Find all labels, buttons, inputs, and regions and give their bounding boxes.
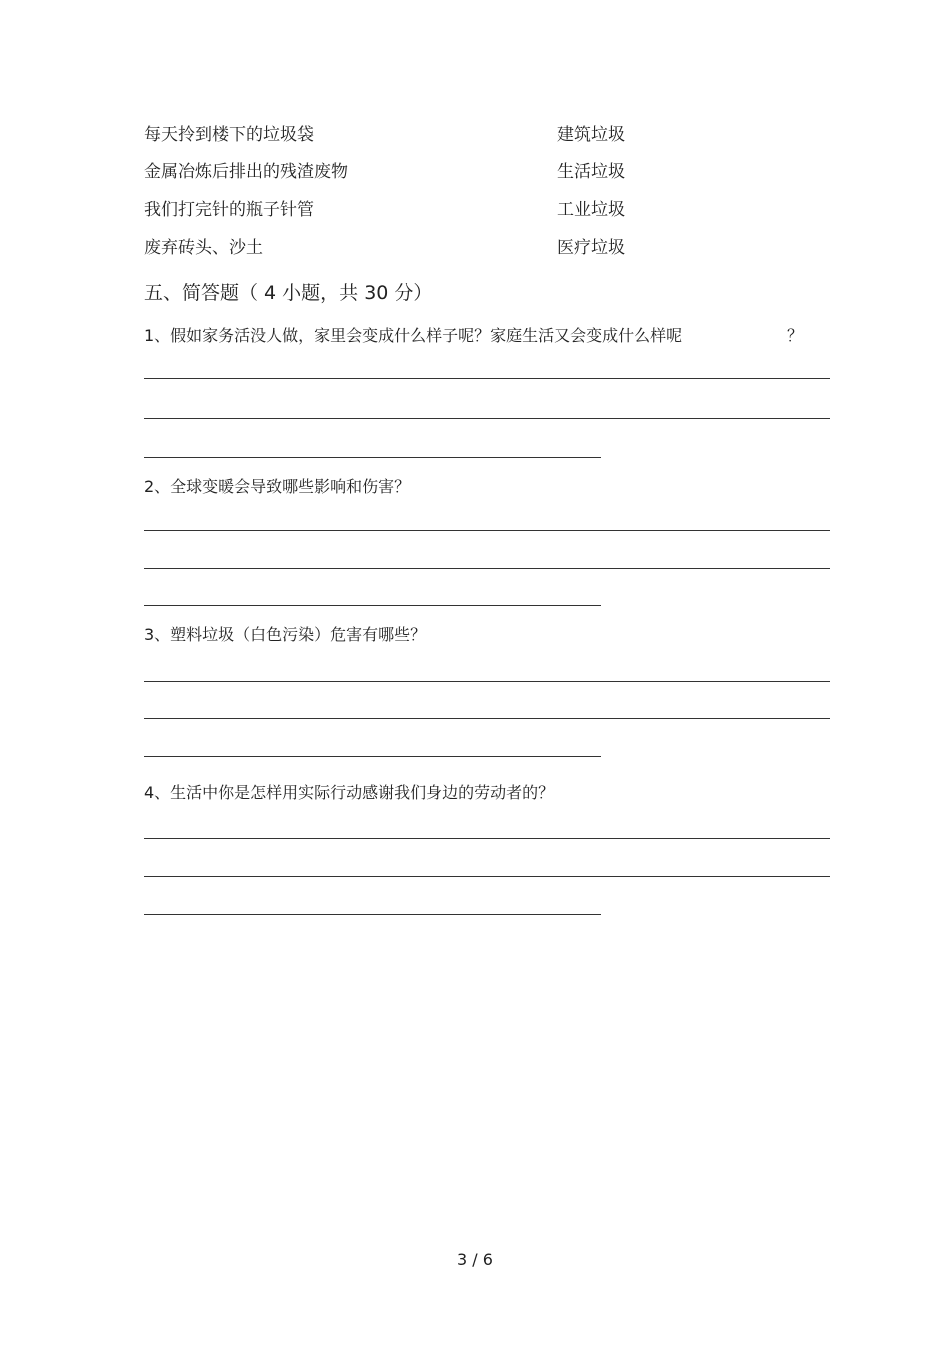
- matching-right-item: 生活垃圾: [557, 162, 625, 182]
- question-text: 1、假如家务活没人做，家里会变成什么样子呢？家庭生活又会变成什么样呢: [144, 326, 683, 345]
- answer-line[interactable]: [144, 457, 601, 458]
- matching-left-item: 我们打完针的瓶子针管: [144, 200, 314, 220]
- page-number: 3 / 6: [457, 1250, 493, 1269]
- answer-line[interactable]: [144, 876, 830, 877]
- matching-left-item: 金属冶炼后排出的残渣废物: [144, 162, 348, 182]
- answer-line[interactable]: [144, 418, 830, 419]
- answer-line[interactable]: [144, 530, 830, 531]
- question-text: 3、塑料垃圾（白色污染）危害有哪些？: [144, 625, 427, 644]
- matching-right-item: 工业垃圾: [557, 200, 625, 220]
- answer-line[interactable]: [144, 681, 830, 682]
- answer-line[interactable]: [144, 914, 601, 915]
- answer-line[interactable]: [144, 838, 830, 839]
- matching-right-item: 建筑垃圾: [557, 125, 625, 145]
- answer-line[interactable]: [144, 756, 601, 757]
- question-text: 4、生活中你是怎样用实际行动感谢我们身边的劳动者的？: [144, 783, 555, 802]
- matching-left-item: 废弃砖头、沙土: [144, 238, 263, 258]
- matching-right-item: 医疗垃圾: [557, 238, 625, 258]
- matching-left-item: 每天拎到楼下的垃圾袋: [144, 125, 314, 145]
- answer-line[interactable]: [144, 605, 601, 606]
- section-title: 五、简答题（ 4 小题，共 30 分）: [144, 282, 433, 304]
- question-suffix: ？: [787, 326, 804, 345]
- answer-line[interactable]: [144, 568, 830, 569]
- answer-line[interactable]: [144, 378, 830, 379]
- answer-line[interactable]: [144, 718, 830, 719]
- question-text: 2、全球变暖会导致哪些影响和伤害？: [144, 477, 411, 496]
